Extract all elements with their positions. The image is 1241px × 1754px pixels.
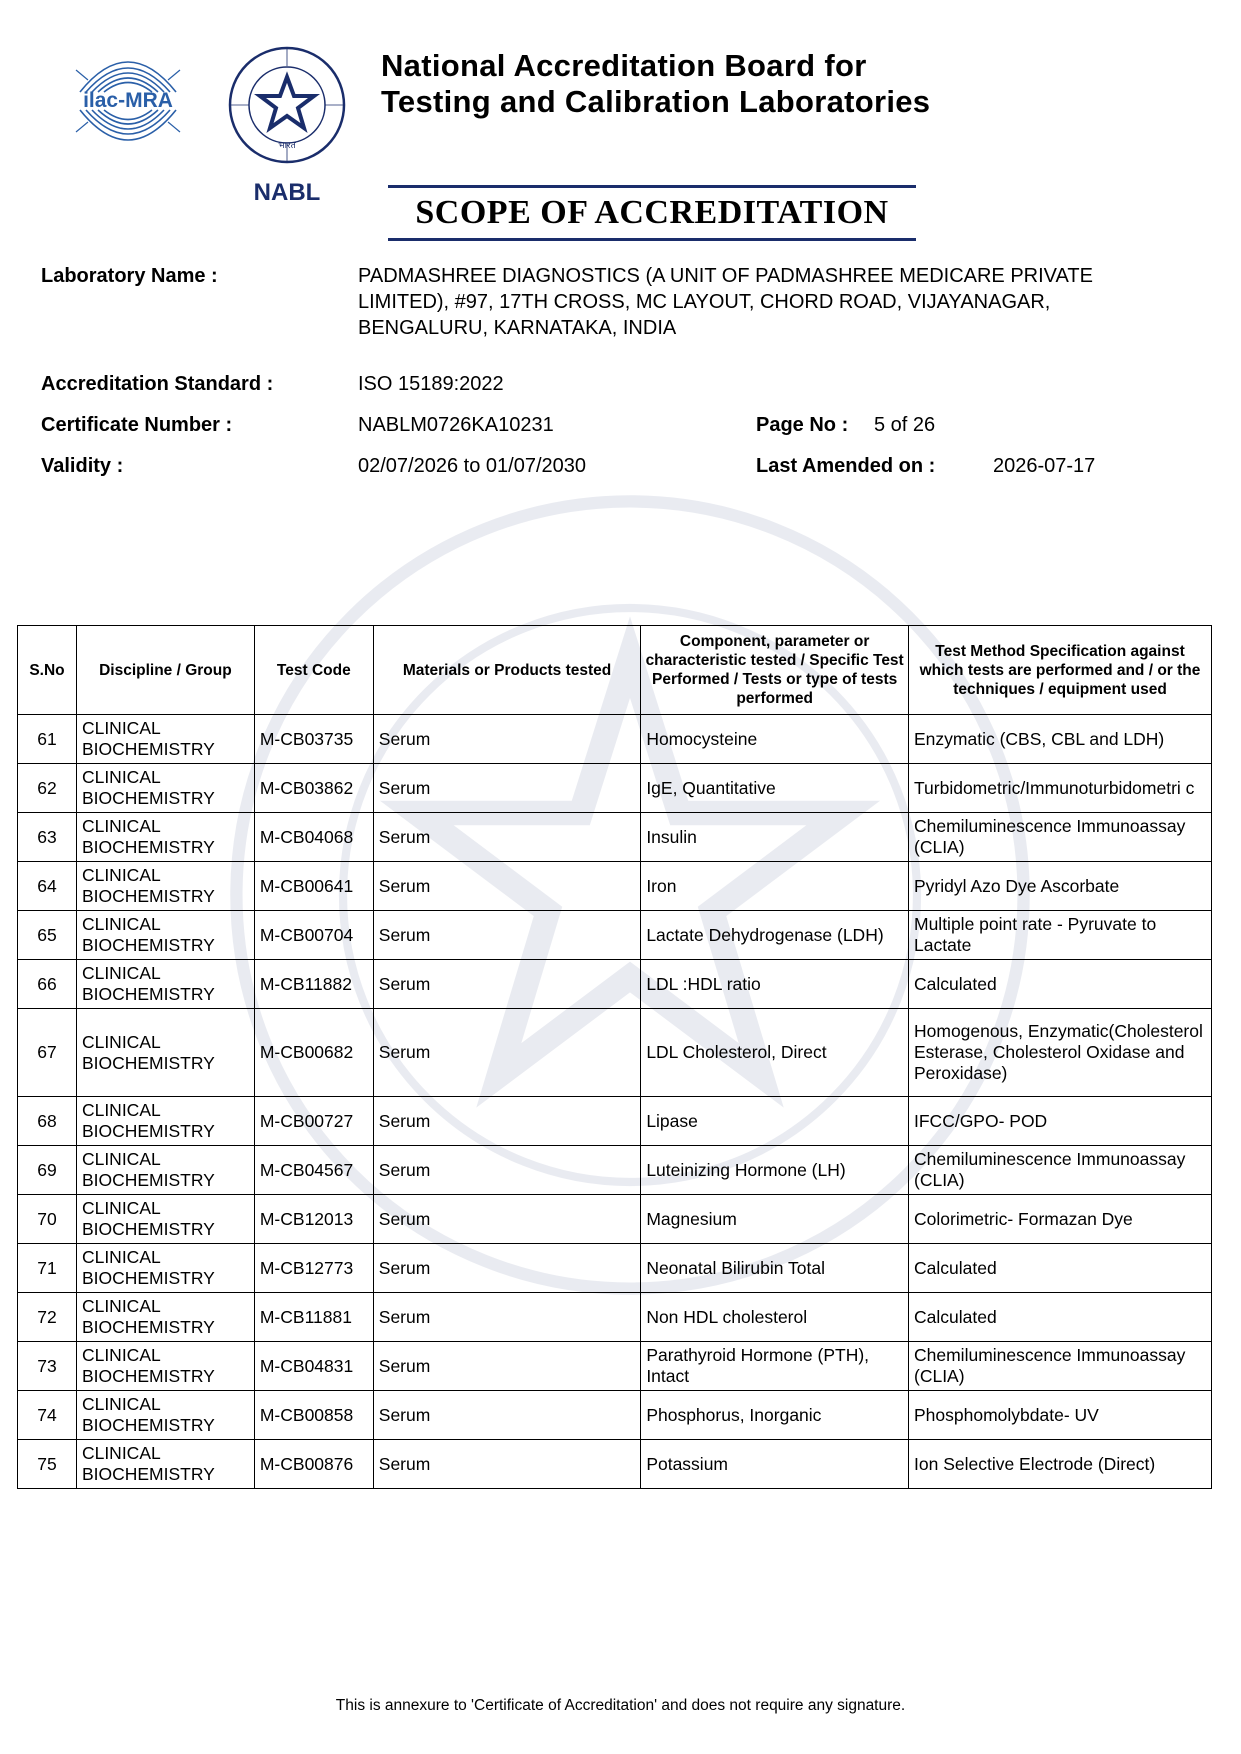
organization-name [381, 48, 930, 120]
table-row [18, 813, 1212, 862]
cell-test-code: M-CB11882 [254, 960, 373, 1009]
cell-discipline: CLINICAL BIOCHEMISTRY [76, 1195, 254, 1244]
header-materials: Materials or Products tested [373, 626, 641, 715]
cell-method: Homogenous, Enzymatic(Cholesterol Esterase, Cholesterol Oxidase and Peroxidase) [909, 1009, 1212, 1097]
cell-sno: 71 [18, 1244, 77, 1293]
cell-component: Lactate Dehydrogenase (LDH) [641, 911, 909, 960]
cell-method: Multiple point rate - Pyruvate to Lactate [909, 911, 1212, 960]
cell-material: Serum [373, 1195, 641, 1244]
cell-material: Serum [373, 1342, 641, 1391]
cell-sno: 68 [18, 1097, 77, 1146]
cell-component: Magnesium [641, 1195, 909, 1244]
header-sno: S.No [18, 626, 77, 715]
cell-discipline: CLINICAL BIOCHEMISTRY [76, 715, 254, 764]
table-row [18, 1195, 1212, 1244]
table-row [18, 1097, 1212, 1146]
cell-material: Serum [373, 1097, 641, 1146]
page-no-value: 5 of 26 [874, 414, 936, 436]
cell-material: Serum [373, 1009, 641, 1097]
cell-test-code: M-CB03862 [254, 764, 373, 813]
cell-method: Pyridyl Azo Dye Ascorbate [909, 862, 1212, 911]
cell-test-code: M-CB00682 [254, 1009, 373, 1097]
lab-name-label: Laboratory Name : [41, 265, 218, 287]
cell-discipline: CLINICAL BIOCHEMISTRY [76, 1097, 254, 1146]
cell-test-code: M-CB04068 [254, 813, 373, 862]
cell-discipline: CLINICAL BIOCHEMISTRY [76, 1009, 254, 1097]
cell-material: Serum [373, 1146, 641, 1195]
cell-material: Serum [373, 1293, 641, 1342]
cell-material: Serum [373, 764, 641, 813]
cell-sno: 66 [18, 960, 77, 1009]
cell-sno: 62 [18, 764, 77, 813]
cell-method: Chemiluminescence Immunoassay (CLIA) [909, 1342, 1212, 1391]
cell-material: Serum [373, 960, 641, 1009]
nabl-logo [225, 40, 350, 210]
cell-component: LDL Cholesterol, Direct [641, 1009, 909, 1097]
table-row [18, 1440, 1212, 1489]
cell-method: Chemiluminescence Immunoassay (CLIA) [909, 1146, 1212, 1195]
table-row [18, 1293, 1212, 1342]
cell-discipline: CLINICAL BIOCHEMISTRY [76, 764, 254, 813]
header-test-code: Test Code [254, 626, 373, 715]
table-body [18, 715, 1212, 1489]
cell-material: Serum [373, 715, 641, 764]
cell-test-code: M-CB00704 [254, 911, 373, 960]
table-row [18, 764, 1212, 813]
cell-method: Ion Selective Electrode (Direct) [909, 1440, 1212, 1489]
cell-sno: 72 [18, 1293, 77, 1342]
lab-name-line: BENGALURU, KARNATAKA, INDIA [358, 317, 677, 339]
cell-test-code: M-CB04831 [254, 1342, 373, 1391]
cell-test-code: M-CB04567 [254, 1146, 373, 1195]
cell-sno: 69 [18, 1146, 77, 1195]
cell-material: Serum [373, 1391, 641, 1440]
last-amended-label: Last Amended on : [756, 455, 936, 477]
cell-component: Non HDL cholesterol [641, 1293, 909, 1342]
cell-component: Potassium [641, 1440, 909, 1489]
cell-sno: 75 [18, 1440, 77, 1489]
cell-method: Calculated [909, 1293, 1212, 1342]
lab-name-value [358, 263, 1093, 341]
cell-method: IFCC/GPO- POD [909, 1097, 1212, 1146]
table-row [18, 1146, 1212, 1195]
cell-method: Chemiluminescence Immunoassay (CLIA) [909, 813, 1212, 862]
cell-component: LDL :HDL ratio [641, 960, 909, 1009]
cell-discipline: CLINICAL BIOCHEMISTRY [76, 1293, 254, 1342]
cell-sno: 67 [18, 1009, 77, 1097]
table-row [18, 862, 1212, 911]
cell-component: Phosphorus, Inorganic [641, 1391, 909, 1440]
cell-component: Lipase [641, 1097, 909, 1146]
cell-test-code: M-CB12013 [254, 1195, 373, 1244]
standard-value: ISO 15189:2022 [358, 373, 504, 395]
cell-material: Serum [373, 813, 641, 862]
cell-test-code: M-CB00641 [254, 862, 373, 911]
cell-discipline: CLINICAL BIOCHEMISTRY [76, 960, 254, 1009]
cell-component: IgE, Quantitative [641, 764, 909, 813]
cell-sno: 61 [18, 715, 77, 764]
cell-test-code: M-CB03735 [254, 715, 373, 764]
cell-method: Phosphomolybdate- UV [909, 1391, 1212, 1440]
cell-discipline: CLINICAL BIOCHEMISTRY [76, 911, 254, 960]
page-title: SCOPE OF ACCREDITATION [388, 185, 916, 241]
table-row [18, 1342, 1212, 1391]
table-row [18, 1009, 1212, 1097]
validity-label: Validity : [41, 455, 124, 477]
cell-test-code: M-CB00876 [254, 1440, 373, 1489]
table-header-row [18, 626, 1212, 715]
org-line-2: Testing and Calibration Laboratories [381, 84, 931, 119]
header-component: Component, parameter or characteristic tested / Specific Test Performed / Tests or type of tests performed [641, 626, 909, 715]
standard-label: Accreditation Standard : [41, 373, 274, 395]
svg-text:NABL: NABL [253, 179, 321, 206]
lab-name-line: PADMASHREE DIAGNOSTICS (A UNIT OF PADMASHREE MEDICARE PRIVATE [358, 265, 1093, 287]
cell-discipline: CLINICAL BIOCHEMISTRY [76, 1244, 254, 1293]
cell-material: Serum [373, 862, 641, 911]
page-no-label: Page No : [756, 414, 849, 436]
org-line-1: National Accreditation Board for [381, 48, 867, 83]
cell-component: Luteinizing Hormone (LH) [641, 1146, 909, 1195]
last-amended-value: 2026-07-17 [993, 455, 1096, 477]
lab-name-line: LIMITED), #97, 17TH CROSS, MC LAYOUT, CHORD ROAD, VIJAYANAGAR, [358, 291, 1051, 313]
cell-method: Turbidometric/Immunoturbidometri c [909, 764, 1212, 813]
header-discipline: Discipline / Group [76, 626, 254, 715]
cell-discipline: CLINICAL BIOCHEMISTRY [76, 813, 254, 862]
validity-value: 02/07/2026 to 01/07/2030 [358, 455, 586, 477]
cell-material: Serum [373, 1440, 641, 1489]
cell-component: Insulin [641, 813, 909, 862]
cell-component: Iron [641, 862, 909, 911]
cell-discipline: CLINICAL BIOCHEMISTRY [76, 1342, 254, 1391]
cell-method: Calculated [909, 960, 1212, 1009]
svg-text:भारत: भारत [278, 141, 296, 151]
cell-sno: 70 [18, 1195, 77, 1244]
table-row [18, 960, 1212, 1009]
certificate-label: Certificate Number : [41, 414, 233, 436]
cell-component: Homocysteine [641, 715, 909, 764]
cell-component: Neonatal Bilirubin Total [641, 1244, 909, 1293]
svg-text:ilac-MRA: ilac-MRA [83, 89, 173, 112]
table-row [18, 1391, 1212, 1440]
cell-method: Colorimetric- Formazan Dye [909, 1195, 1212, 1244]
certificate-value: NABLM0726KA10231 [358, 414, 554, 436]
cell-discipline: CLINICAL BIOCHEMISTRY [76, 1146, 254, 1195]
cell-test-code: M-CB00727 [254, 1097, 373, 1146]
cell-sno: 74 [18, 1391, 77, 1440]
table-row [18, 911, 1212, 960]
cell-test-code: M-CB00858 [254, 1391, 373, 1440]
cell-method: Enzymatic (CBS, CBL and LDH) [909, 715, 1212, 764]
cell-material: Serum [373, 1244, 641, 1293]
cell-discipline: CLINICAL BIOCHEMISTRY [76, 862, 254, 911]
cell-discipline: CLINICAL BIOCHEMISTRY [76, 1440, 254, 1489]
cell-test-code: M-CB12773 [254, 1244, 373, 1293]
cell-component: Parathyroid Hormone (PTH), Intact [641, 1342, 909, 1391]
cell-sno: 65 [18, 911, 77, 960]
scope-table [17, 625, 1212, 1489]
header-method: Test Method Specification against which tests are performed and / or the techniques / equipment used [909, 626, 1212, 715]
cell-discipline: CLINICAL BIOCHEMISTRY [76, 1391, 254, 1440]
table-row [18, 1244, 1212, 1293]
cell-test-code: M-CB11881 [254, 1293, 373, 1342]
table-row [18, 715, 1212, 764]
cell-sno: 64 [18, 862, 77, 911]
cell-method: Calculated [909, 1244, 1212, 1293]
ilac-mra-logo [68, 40, 188, 160]
cell-sno: 63 [18, 813, 77, 862]
cell-sno: 73 [18, 1342, 77, 1391]
footer-note: This is annexure to 'Certificate of Accreditation' and does not require any signature. [335, 1697, 906, 1714]
cell-material: Serum [373, 911, 641, 960]
